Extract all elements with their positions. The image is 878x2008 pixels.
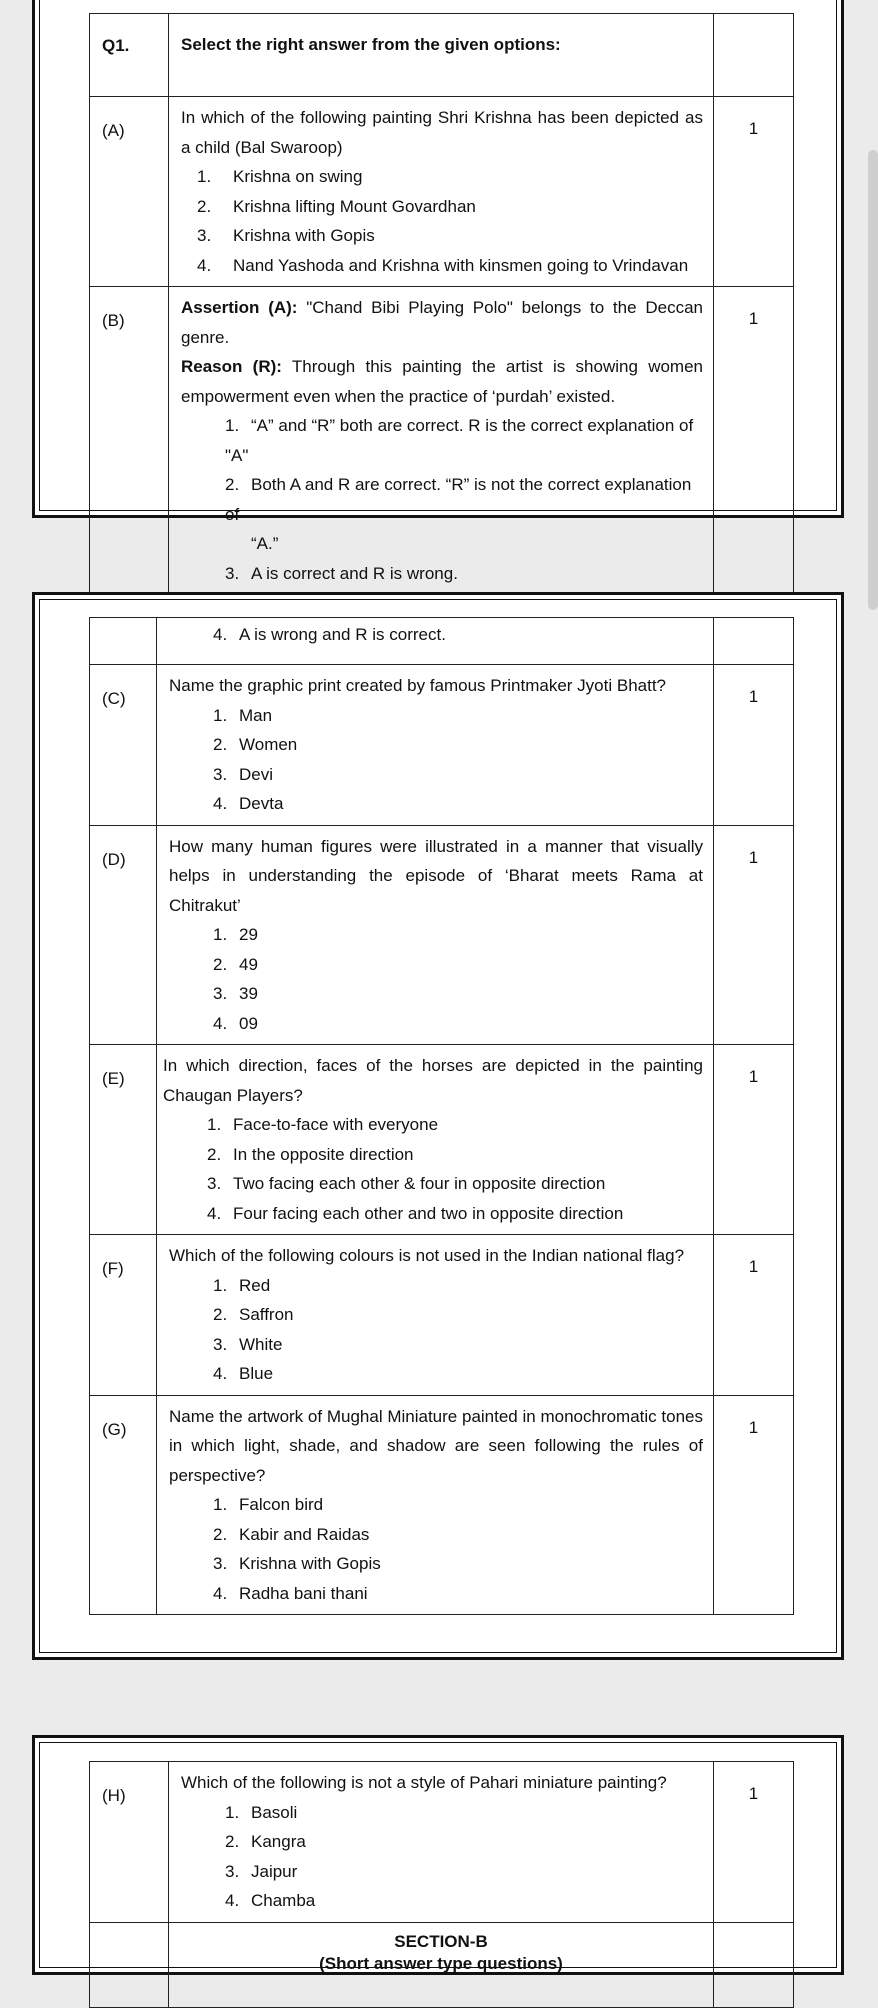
option-b-4: 4. A is wrong and R is correct. [213,625,446,644]
question-label-a: (A) [90,97,169,287]
question-text-f: Which of the following colours is not used in the Indian national flag? [169,1246,685,1265]
question-body-e [157,1045,714,1235]
question-table-page-2 [89,617,794,1615]
page-2 [32,592,844,1660]
options-b-continued [169,620,703,650]
option-f-4: 4. Blue [213,1364,274,1383]
question-text-c: Name the graphic print created by famous Printmaker Jyoti Bhatt? [169,676,667,695]
question-text-h: Which of the following is not a style of Pahari miniature painting? [181,1773,667,1792]
option-d-4: 4. 09 [213,1013,258,1033]
option-e-4: 4. Four facing each other and two in opposite direction [207,1203,624,1223]
options-d [169,920,703,1038]
option-a-3: 3. Krishna with Gopis [197,226,375,245]
option-b-3: 3. A is correct and R is wrong. [225,563,458,583]
options-h [181,1798,703,1916]
question-body-a [169,97,714,287]
option-b-2: 2. Both A and R are correct. “R” is not the correct explanation of “A.” [225,475,692,553]
question-label-b: (B) [90,287,169,595]
question-row-d [90,825,794,1045]
question-body-c [157,665,714,826]
marks-d: 1 [714,825,794,1045]
section-b-subtitle: (Short answer type questions) [319,1953,563,1973]
question-body-d [157,825,714,1045]
page-1 [32,0,844,583]
section-b-heading [169,1922,714,2007]
marks-b: 1 [714,287,794,595]
option-e-3: 3. Two facing each other & four in opposite direction [207,1174,606,1193]
option-g-3: 3. Krishna with Gopis [213,1554,381,1573]
question-row-a [90,97,794,287]
options-e [163,1110,703,1228]
question-row-e [90,1045,794,1235]
question-row-f [90,1235,794,1396]
question-text-g: Name the artwork of Mughal Miniature painted in monochromatic tones in which light, shade, and shadow are seen following the rules of perspective? [169,1406,703,1485]
option-g-2: 2. Kabir and Raidas [213,1524,370,1544]
question-row-c [90,665,794,826]
section-b-title: SECTION-B [394,1931,488,1951]
assertion-text: "Chand Bibi Playing Polo" belongs to the Deccan genre. [181,298,703,347]
question-body-g [157,1395,714,1615]
option-c-2: 2. Women [213,735,298,754]
option-d-1: 1. 29 [213,925,258,944]
assertion [181,293,703,352]
option-h-1: 1. Basoli [225,1802,298,1822]
question-label-c: (C) [90,665,157,826]
options-c [169,701,703,819]
option-h-3: 3. Jaipur [225,1861,298,1881]
option-a-4: 4. Nand Yashoda and Krishna with kinsmen going to Vrindavan [197,255,689,275]
option-f-3: 3. White [213,1334,283,1354]
reason-label: Reason (R): [181,357,282,376]
marks-h: 1 [714,1762,794,1923]
options-b [181,411,703,588]
option-b-1: 1. “A” and “R” both are correct. R is the correct explanation of "A" [225,416,694,465]
option-e-2: 2. In the opposite direction [207,1144,414,1164]
marks-c: 1 [714,665,794,826]
option-a-2: 2. Krishna lifting Mount Govardhan [197,196,476,216]
question-text-d: How many human figures were illustrated in a manner that visually helps in understanding the episode of ‘Bharat meets Rama at Chitrakut’ [169,836,703,915]
question-body-h [169,1762,714,1923]
question-row-h [90,1762,794,1923]
marks-f: 1 [714,1235,794,1396]
option-c-3: 3. Devi [213,764,274,784]
question-body-b-continued [157,618,714,665]
question-body-f [157,1235,714,1396]
q1-marks-cell [714,14,794,97]
reason-text: Through this painting the artist is showing women empowerment even when the practice of ‘purdah’ existed. [181,357,703,406]
question-label-h: (H) [90,1762,169,1923]
marks-g: 1 [714,1395,794,1615]
option-f-1: 1. Red [213,1275,271,1295]
q1-instruction: Select the right answer from the given options: [169,14,714,97]
question-label-b-continued [90,618,157,665]
options-g [169,1490,703,1608]
option-f-2: 2. Saffron [213,1305,294,1324]
question-table-page-1 [89,13,794,595]
question-table-page-3 [89,1761,794,2008]
option-d-3: 3. 39 [213,984,258,1003]
scrollbar[interactable] [868,150,878,610]
marks-e: 1 [714,1045,794,1235]
option-c-4: 4. Devta [213,794,284,813]
section-b-marks-cell [714,1922,794,2007]
section-b-num-cell [90,1922,169,2007]
question-text-e: In which direction, faces of the horses are depicted in the painting Chaugan Players? [163,1056,703,1105]
section-b-row [90,1922,794,2007]
options-f [169,1271,703,1389]
question-row-b [90,287,794,595]
page-3 [32,1735,844,1975]
question-label-g: (G) [90,1395,157,1615]
q1-header-row [90,14,794,97]
question-label-d: (D) [90,825,157,1045]
q1-number: Q1. [90,14,169,97]
marks-b-continued [714,618,794,665]
option-h-2: 2. Kangra [225,1832,306,1851]
option-d-2: 2. 49 [213,954,258,974]
option-h-4: 4. Chamba [225,1891,316,1910]
reason [181,352,703,411]
question-body-b [169,287,714,595]
option-e-1: 1. Face-to-face with everyone [207,1115,439,1134]
question-label-f: (F) [90,1235,157,1396]
option-g-1: 1. Falcon bird [213,1495,324,1514]
marks-a: 1 [714,97,794,287]
question-text-a: In which of the following painting Shri Krishna has been depicted as a child (Bal Swaroop) [181,108,703,157]
assertion-label: Assertion (A): [181,298,298,317]
option-g-4: 4. Radha bani thani [213,1583,368,1603]
question-row-b-continued [90,618,794,665]
options-a [181,162,703,280]
question-row-g [90,1395,794,1615]
option-a-1: 1. Krishna on swing [197,167,363,186]
option-c-1: 1. Man [213,705,273,725]
question-label-e: (E) [90,1045,157,1235]
